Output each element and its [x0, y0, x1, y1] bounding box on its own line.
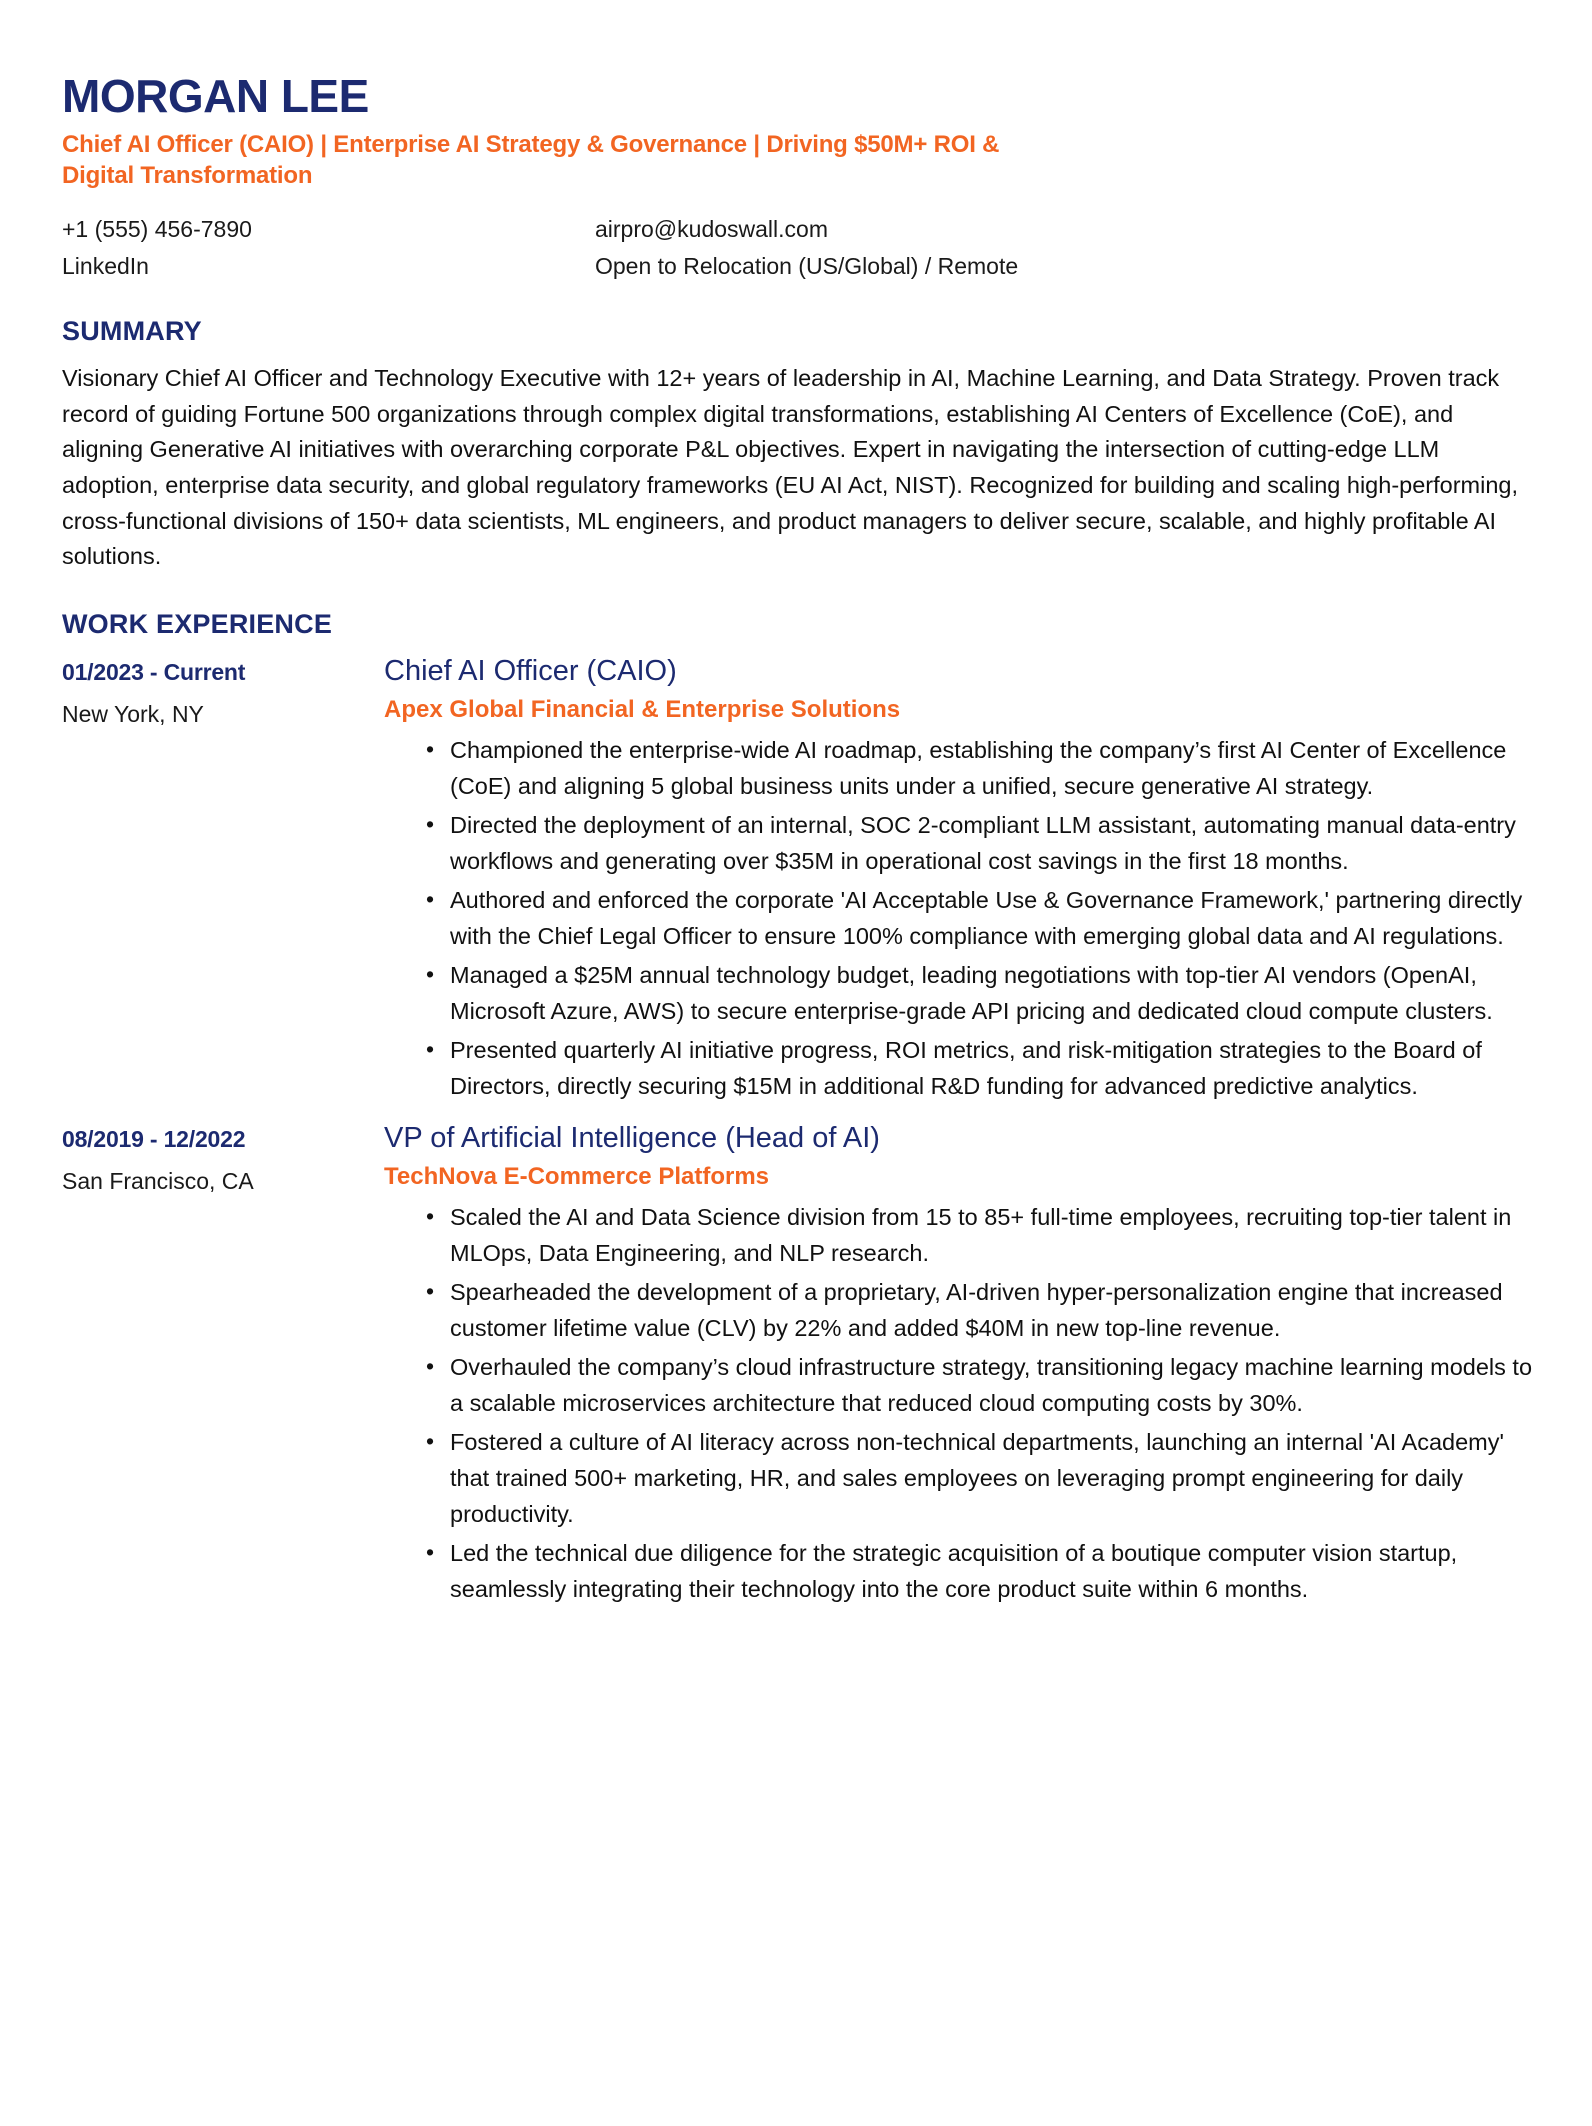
experience-location: New York, NY: [62, 701, 204, 728]
work-experience-section: [62, 609, 1532, 1611]
experience-bullet: • Spearheaded the development of a proprietary, AI-driven hyper-personalization engine that increased customer lifetime value (CLV) by 22% and added $40M in new top-line revenue.: [426, 1275, 1532, 1347]
experience-meta: [62, 1121, 384, 1610]
experience-bullets: [384, 1200, 1532, 1607]
experience-dates: 08/2019 - 12/2022: [62, 1126, 246, 1153]
summary-section: [62, 316, 1532, 575]
contact-linkedin[interactable]: LinkedIn: [62, 252, 149, 279]
experience-item: [62, 654, 1532, 1107]
candidate-headline: Chief AI Officer (CAIO) | Enterprise AI Strategy & Governance | Driving $50M+ ROI & Digital Transformation: [62, 131, 1000, 190]
experience-bullets: [384, 733, 1532, 1105]
experience-bullet: • Authored and enforced the corporate 'AI Acceptable Use & Governance Framework,' partnering directly with the Chief Legal Officer to ensure 100% compliance with emerging global data and AI regulations.: [426, 883, 1532, 955]
experience-role: Chief AI Officer (CAIO): [384, 655, 677, 688]
candidate-name: MORGAN LEE: [62, 70, 369, 122]
experience-bullet: • Presented quarterly AI initiative progress, ROI metrics, and risk-mitigation strategies to the Board of Directors, directly securing $15M in additional R&D funding for advanced predictive analytics.: [426, 1033, 1532, 1105]
experience-bullet: • Managed a $25M annual technology budget, leading negotiations with top-tier AI vendors (OpenAI, Microsoft Azure, AWS) to secure enterprise-grade API pricing and dedicated cloud compute clusters.: [426, 958, 1532, 1030]
experience-bullet: • Directed the deployment of an internal, SOC 2-compliant LLM assistant, automating manual data-entry workflows and generating over $35M in operational cost savings in the first 18 months.: [426, 808, 1532, 880]
experience-dates: 01/2023 - Current: [62, 659, 246, 686]
experience-role: VP of Artificial Intelligence (Head of AI): [384, 1122, 880, 1155]
experience-details: [384, 1121, 1532, 1610]
experience-details: [384, 654, 1532, 1107]
experience-bullet: • Led the technical due diligence for the strategic acquisition of a boutique computer vision startup, seamlessly integrating their technology into the core product suite within 6 months.: [426, 1536, 1532, 1608]
experience-bullet: • Fostered a culture of AI literacy across non-technical departments, launching an internal 'AI Academy' that trained 500+ marketing, HR, and sales employees on leveraging prompt engineering for daily productivity.: [426, 1425, 1532, 1533]
work-experience-heading: WORK EXPERIENCE: [62, 609, 333, 640]
contact-relocation: Open to Relocation (US/Global) / Remote: [595, 252, 1019, 279]
experience-item: [62, 1121, 1532, 1610]
contact-info: [62, 214, 1072, 282]
experience-company: TechNova E-Commerce Platforms: [384, 1163, 770, 1191]
contact-phone: +1 (555) 456-7890: [62, 215, 252, 242]
contact-email[interactable]: airpro@kudoswall.com: [595, 215, 828, 242]
experience-bullet: • Scaled the AI and Data Science division from 15 to 85+ full-time employees, recruiting top-tier talent in MLOps, Data Engineering, and NLP research.: [426, 1200, 1532, 1272]
experience-location: San Francisco, CA: [62, 1168, 254, 1195]
summary-heading: SUMMARY: [62, 315, 202, 346]
experience-meta: [62, 654, 384, 1107]
experience-company: Apex Global Financial & Enterprise Solutions: [384, 695, 901, 723]
summary-text: Visionary Chief AI Officer and Technology Executive with 12+ years of leadership in AI, Machine Learning, and Data Strategy. Proven track record of guiding Fortune 500 organizations through complex digital transformations, establishing AI Centers of Excellence (CoE), and aligning Generative AI initiatives with overarching corporate P&L objectives. Expert in navigating the intersection of cutting-edge LLM adoption, enterprise data security, and global regulatory frameworks (EU AI Act, NIST). Recognized for building and scaling high-performing, cross-functional divisions of 150+ data scientists, ML engineers, and product managers to deliver secure, scalable, and highly profitable AI solutions.: [62, 364, 1519, 570]
experience-bullet: • Championed the enterprise-wide AI roadmap, establishing the company’s first AI Center of Excellence (CoE) and aligning 5 global business units under a unified, secure generative AI strategy.: [426, 733, 1532, 805]
experience-bullet: • Overhauled the company’s cloud infrastructure strategy, transitioning legacy machine learning models to a scalable microservices architecture that reduced cloud computing costs by 30%.: [426, 1350, 1532, 1422]
